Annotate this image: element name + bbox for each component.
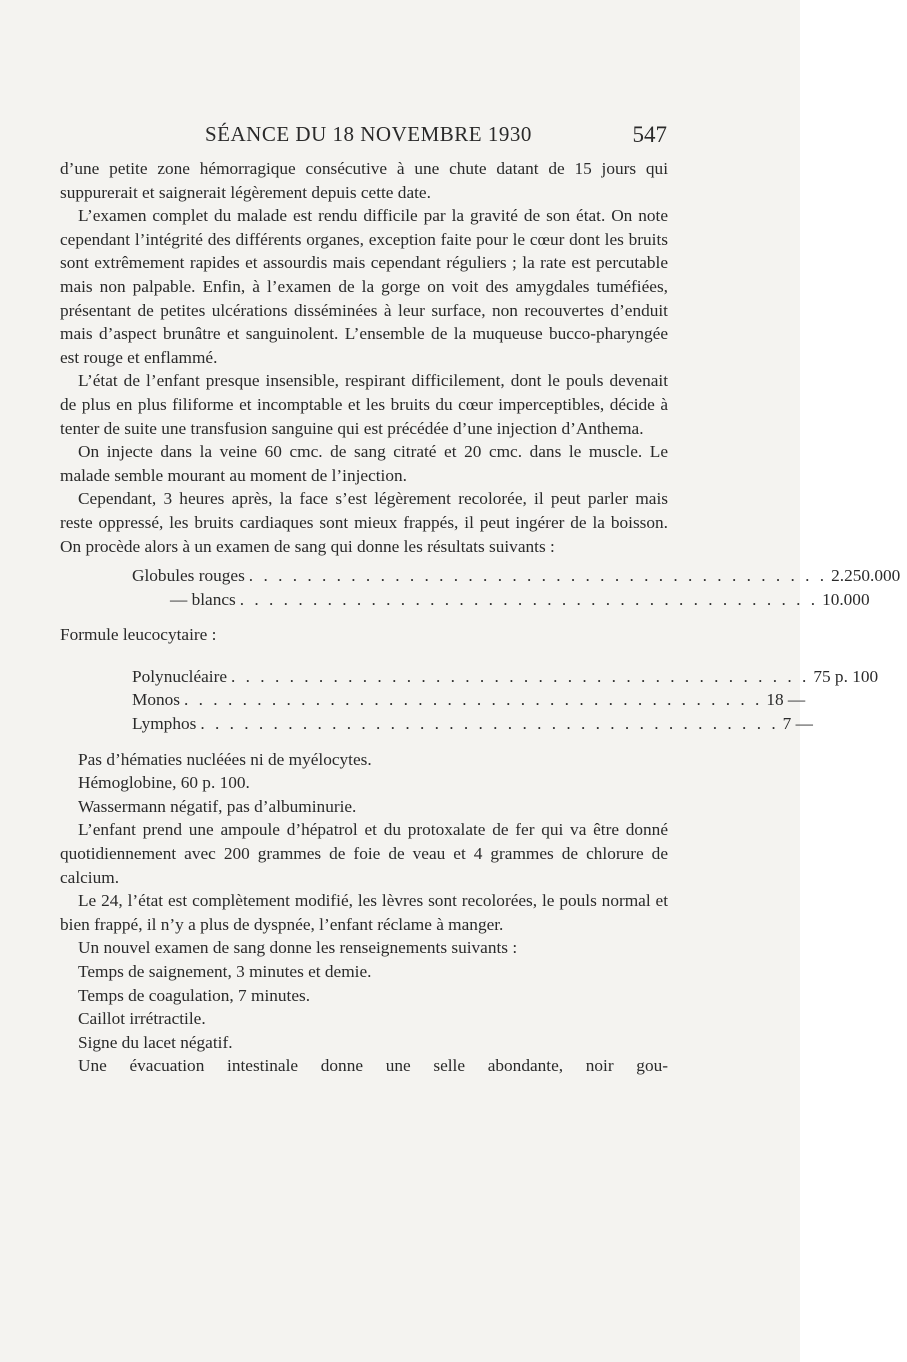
row-label: — blancs [170,589,236,609]
row-value: 2.250.000 [831,566,901,586]
paragraph: Temps de saignement, 3 minutes et demie. [78,962,372,981]
paragraph: L’état de l’enfant presque insensible, respirant difficilement, dont le pouls devenait de plus en plus filiforme et incomptable et les bruits du cœur imperceptibles, décide à tenter de suite une transfusion sanguine qui est précédée d’une injection d’Anthema. [60,371,668,438]
running-header [205,122,667,152]
table-row [132,588,870,612]
table-row [132,564,901,588]
paragraph: Signe du lacet négatif. [78,1032,233,1052]
row-value: 18 — [766,690,806,710]
paragraph: Cependant, 3 heures après, la face s’est légèrement recolorée, il peut parler mais reste oppressé, les bruits cardiaques sont mieux frappés, il peut ingérer de la boisson. On procède alors à un examen de sang qui donne les résultats suivants : [60,489,668,556]
paragraph: L’enfant prend une ampoule d’hépatrol et du protoxalate de fer qui va être donné quotidiennement avec 200 grammes de foie de veau et 4 grammes de chlorure de calcium. [60,820,668,887]
dot-leader: . . . . . . . . . . . . . . . . . . . . . . . . . . . . . . . . . . . . . . . . [248,566,828,586]
table-row [132,665,879,689]
paragraph: Un nouvel examen de sang donne les renseignements suivants : [78,938,518,958]
body-text [60,157,901,1078]
paragraph: Caillot irrétractile. [78,1009,206,1029]
row-label: Globules rouges [132,566,245,586]
page-number: 547 [632,122,667,147]
row-value: 10.000 [822,589,870,609]
paragraph: d’une petite zone hémorragique consécutive à une chute datant de 15 jours qui suppurerait et saignerait légèrement depuis cette date. [60,159,668,202]
blood-count-table [132,564,901,611]
dot-leader: . . . . . . . . . . . . . . . . . . . . . . . . . . . . . . . . . . . . . . . . [239,589,819,609]
running-title: SÉANCE DU 18 NOVEMBRE 1930 [205,122,532,146]
paragraph: L’examen complet du malade est rendu difficile par la gravité de son état. On note cependant l’intégrité des différents organes, exception faite pour le cœur dont les bruits sont extrêmement rapides et assourdis mais cependant réguliers ; la rate est percutable mais non palpable. Enfin, à l’examen de la gorge on voit des amygdales tuméfiées, présentant de petites ulcérations disséminées à leur surface, non recouvertes d’enduit mais d’aspect brunâtre et sanguinolent. L’ensemble de la muqueuse bucco-pharyngée est rouge et enflammé. [60,206,668,367]
paragraph: Le 24, l’état est complètement modifié, les lèvres sont recolorées, le pouls normal et bien frappé, il n’y a plus de dyspnée, l’enfant réclame à manger. [60,891,668,934]
leuco-heading: Formule leucocytaire : [60,625,217,645]
dot-leader: . . . . . . . . . . . . . . . . . . . . . . . . . . . . . . . . . . . . . . . . [231,666,810,686]
paragraph: Une évacuation intestinale donne une selle abondante, noir gou- [78,1056,668,1076]
paragraph: Hémoglobine, 60 p. 100. [78,773,250,793]
row-label: Monos [132,690,181,710]
dot-leader: . . . . . . . . . . . . . . . . . . . . . . . . . . . . . . . . . . . . . . . . [184,690,763,710]
row-label: Polynucléaire [132,666,228,686]
row-value: 7 — [782,714,813,734]
dot-leader: . . . . . . . . . . . . . . . . . . . . . . . . . . . . . . . . . . . . . . . . [200,714,779,734]
table-row [132,688,806,712]
paragraph: On injecte dans la veine 60 cmc. de sang citraté et 20 cmc. dans le muscle. Le malade semble mourant au moment de l’injection. [60,442,668,485]
leuco-formula-table [132,665,879,736]
paragraph: Temps de coagulation, 7 minutes. [78,985,311,1005]
table-row [132,712,813,736]
row-label: Lymphos [132,714,197,734]
row-value: 75 p. 100 [813,666,879,686]
paragraph: Pas d’hématies nucléées ni de myélocytes. [78,749,372,769]
paragraph: Wassermann négatif, pas d’albuminurie. [78,796,357,816]
